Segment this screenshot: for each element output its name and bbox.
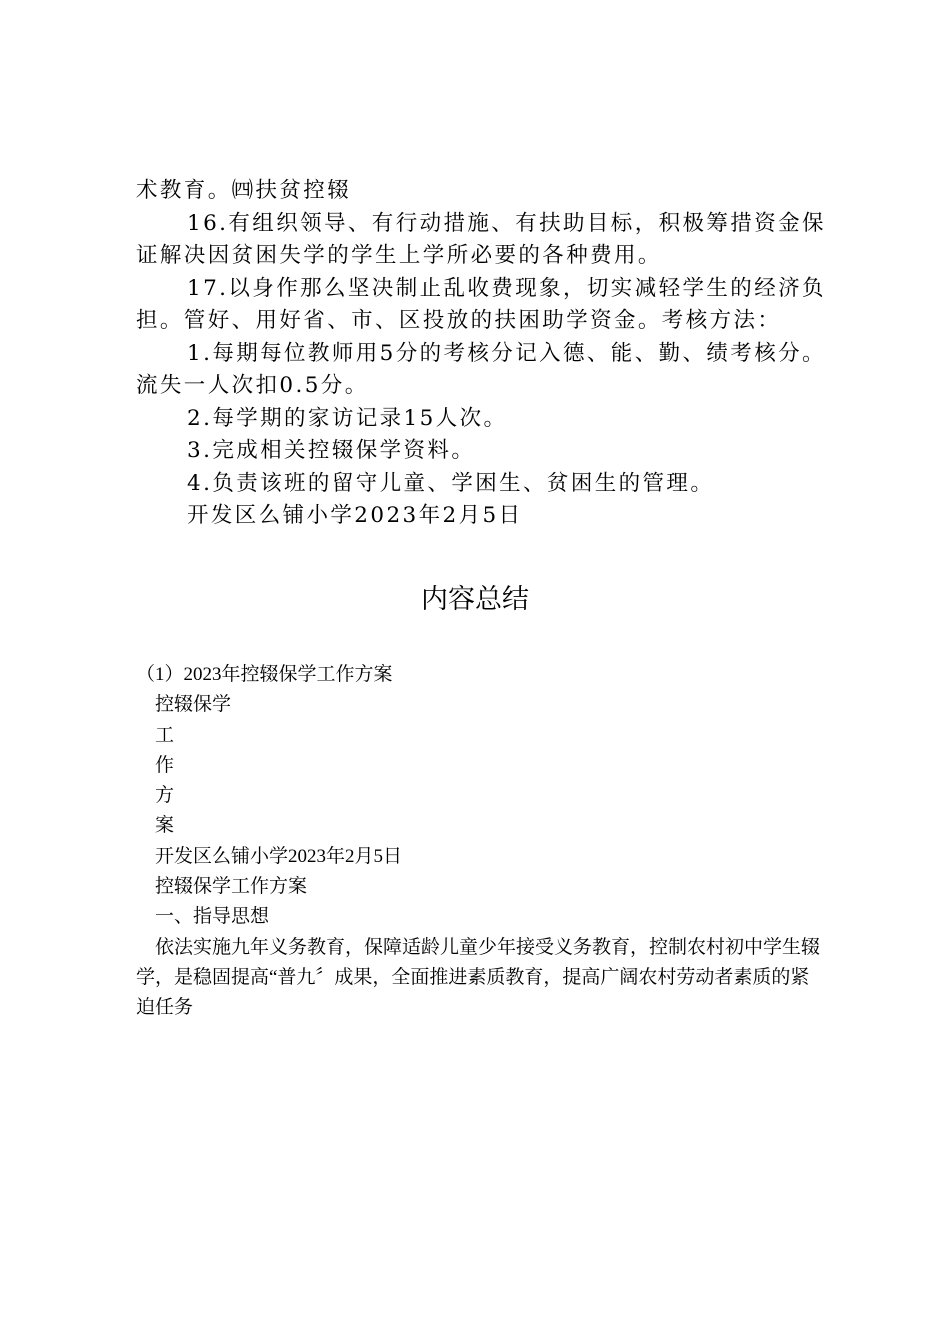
summary-line: 案 xyxy=(155,815,175,837)
summary-line: 开发区么铺小学2023年2月5日 xyxy=(155,845,403,867)
summary-line: （1）2023年控辍保学工作方案 xyxy=(136,664,393,685)
summary-line: 控辍保学 xyxy=(155,694,232,716)
summary-line: 方 xyxy=(155,785,175,807)
summary-title: 内容总结 xyxy=(421,584,529,614)
body-line: 16.有组织领导、有行动措施、有扶助目标，积极筹措资金保证解决因贫困失学的学生上学所必要的各种费用。 xyxy=(136,210,826,268)
body-line: 开发区么铺小学2023年2月5日 xyxy=(187,503,523,528)
summary-line: 控辍保学工作方案 xyxy=(155,876,308,898)
body-line: 术教育。㈣扶贫控辍 xyxy=(136,178,352,203)
document-body xyxy=(136,175,826,533)
body-line: 17.以身作那么坚决制止乱收费现象，切实减轻学生的经济负担。管好、用好省、市、区投放的扶困助学资金。考核方法： xyxy=(136,275,826,333)
body-line: 1.每期每位教师用5分的考核分记入德、能、勤、绩考核分。流失一人次扣0.5分。 xyxy=(136,340,826,398)
summary-line: 工 xyxy=(155,724,175,746)
body-line: 4.负责该班的留守儿童、学困生、贫困生的管理。 xyxy=(187,470,715,496)
body-line: 2.每学期的家访记录15人次。 xyxy=(187,405,508,431)
summary-line: 作 xyxy=(155,754,175,776)
summary-line: 一、指导思想 xyxy=(155,906,270,928)
summary-section xyxy=(136,660,826,1024)
body-line: 3.完成相关控辍保学资料。 xyxy=(187,438,476,463)
summary-line: 依法实施九年义务教育，保障适龄儿童少年接受义务教育，控制农村初中学生辍学，是稳固提高“普九〞成果，全面推进素质教育，提高广阔农村劳动者素质的紧迫任务 xyxy=(136,936,821,1019)
